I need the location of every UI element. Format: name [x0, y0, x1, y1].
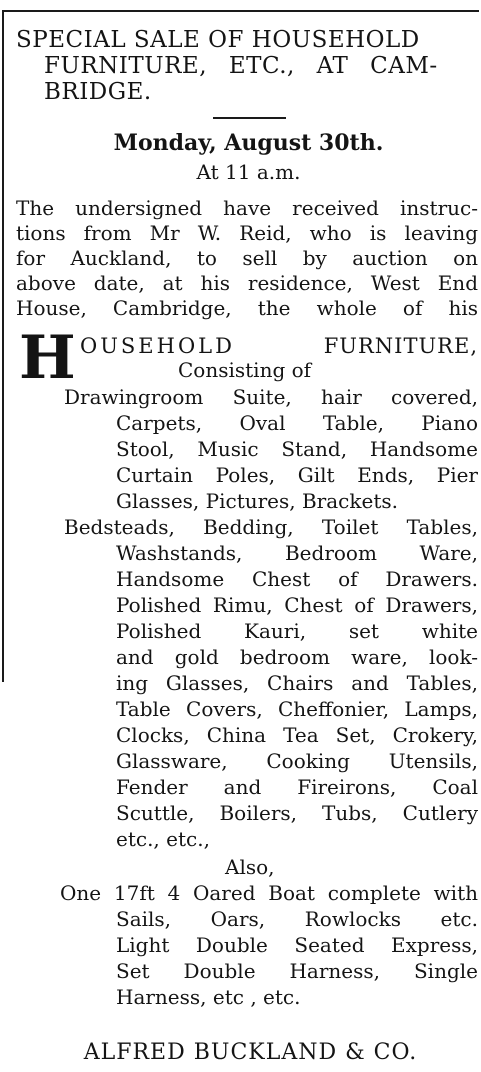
intro-line: The undersigned have received instruc-	[16, 196, 478, 220]
left-column-rule	[2, 12, 4, 682]
household-furniture-title	[80, 333, 478, 359]
intro-line: House, Cambridge, the whole of his	[16, 296, 478, 320]
consisting-of-label: Consisting of	[178, 358, 312, 382]
list-line: Carpets, Oval Table, Piano	[116, 411, 478, 435]
intro-paragraph	[16, 196, 478, 321]
list-line: Handsome Chest of Drawers.	[116, 567, 478, 591]
list-line: Scuttle, Boilers, Tubs, Cutlery	[116, 801, 478, 825]
list-line: Curtain Poles, Gilt Ends, Pier	[116, 463, 478, 487]
intro-line: above date, at his residence, West End	[16, 271, 478, 295]
list-line: Drawingroom Suite, hair covered,	[64, 385, 478, 409]
heading-line-2: FURNITURE, ETC., AT CAM-	[44, 53, 438, 79]
list-line: One 17ft 4 Oared Boat complete with	[60, 881, 478, 905]
list-line: Harness, etc , etc.	[116, 985, 301, 1009]
intro-line: for Auckland, to sell by auction on	[16, 246, 478, 270]
sale-date: Monday, August 30th.	[113, 130, 384, 156]
list-line: Fender and Fireirons, Coal	[116, 775, 478, 799]
list-line: Stool, Music Stand, Handsome	[116, 437, 478, 461]
list-line: Polished Rimu, Chest of Drawers,	[116, 593, 478, 617]
list-line: and gold bedroom ware, look-	[116, 645, 478, 669]
list-line: Polished Kauri, set white	[116, 619, 478, 643]
heading-line-3: BRIDGE.	[44, 79, 152, 105]
list-line: Light Double Seated Express,	[116, 933, 478, 957]
also-label: Also,	[225, 855, 275, 879]
list-line: Glassware, Cooking Utensils,	[116, 749, 478, 773]
list-line: Clocks, China Tea Set, Crokery,	[116, 723, 478, 747]
advertisement-heading	[16, 27, 478, 105]
list-line: Washstands, Bedroom Ware,	[116, 541, 478, 565]
title-word-household: OUSEHOLD	[80, 334, 235, 358]
item-list-bedroom	[64, 514, 478, 852]
list-line: Bedsteads, Bedding, Toilet Tables,	[64, 515, 478, 539]
list-line: etc., etc.,	[116, 827, 210, 851]
list-line: Sails, Oars, Rowlocks etc.	[116, 907, 478, 931]
item-list-boat	[60, 880, 478, 1010]
list-line: Glasses, Pictures, Brackets.	[116, 489, 398, 513]
list-line: Table Covers, Cheffonier, Lamps,	[116, 697, 478, 721]
section-divider	[213, 117, 286, 119]
intro-line: tions from Mr W. Reid, who is leaving	[16, 221, 478, 245]
list-line: ing Glasses, Chairs and Tables,	[116, 671, 478, 695]
sale-time: At 11 a.m.	[196, 160, 301, 184]
heading-line-1: SPECIAL SALE OF HOUSEHOLD	[16, 27, 420, 53]
top-rule	[2, 10, 479, 12]
auctioneer-signature: ALFRED BUCKLAND & CO.	[83, 1040, 418, 1065]
list-line: Set Double Harness, Single	[116, 959, 478, 983]
title-word-furniture: FURNITURE,	[323, 334, 478, 358]
item-list-drawingroom	[64, 384, 478, 514]
drop-cap-letter: H	[19, 323, 76, 393]
